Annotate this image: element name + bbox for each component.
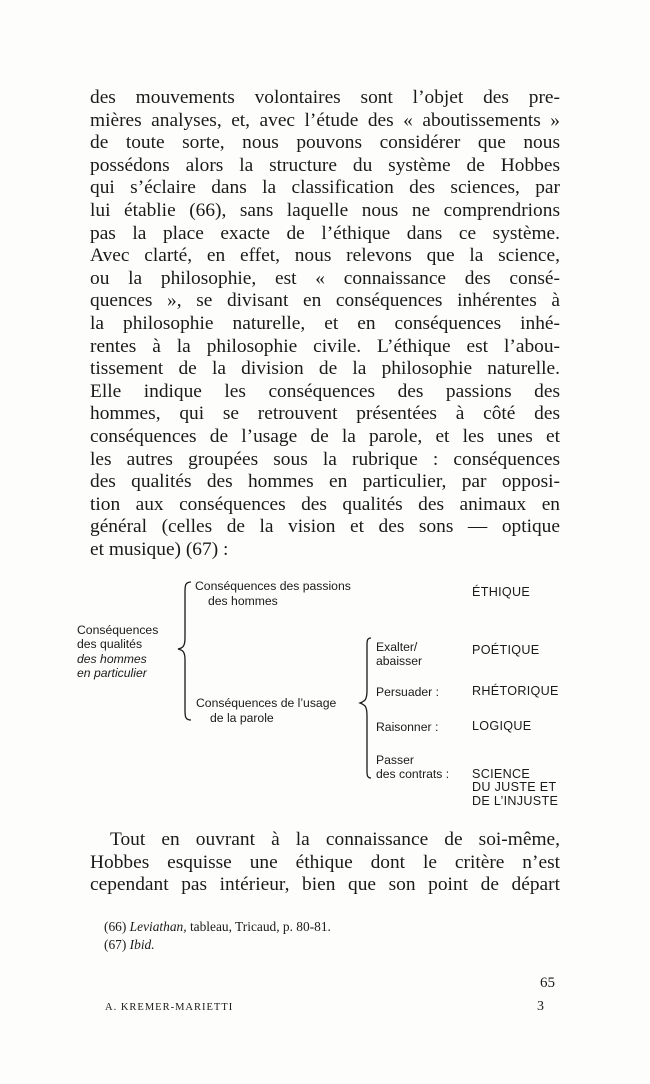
footnote-67 xyxy=(104,936,155,953)
main-paragraph xyxy=(90,87,560,561)
poetique-label: POÉTIQUE xyxy=(472,643,540,657)
raisonner-label: Raisonner : xyxy=(376,720,439,734)
text-line: pas la place exacte de l’éthique dans ce système. xyxy=(90,222,560,244)
text-line: Hobbes esquisse une éthique dont le critère n’est xyxy=(90,851,560,873)
text-line: possédons alors la structure du système de Hobbes xyxy=(90,154,560,176)
usage-label: Conséquences de l’usage xyxy=(196,696,337,710)
root-label-line: Conséquences xyxy=(77,623,159,637)
text-line: mières analyses, et, avec l’étude des « aboutissements » xyxy=(90,109,560,131)
passer-label: des contrats : xyxy=(376,767,450,781)
footnote-title: Leviathan, xyxy=(129,919,187,934)
ethique-label: ÉTHIQUE xyxy=(472,585,531,599)
rhetorique-label: RHÉTORIQUE xyxy=(472,684,559,698)
text-line: la philosophie naturelle, et en conséquences inhé- xyxy=(90,312,560,334)
logique-label: LOGIQUE xyxy=(472,719,532,733)
brace-main xyxy=(178,582,191,720)
footnote-66 xyxy=(104,918,331,935)
signature-number: 3 xyxy=(537,999,544,1014)
text-line: cependant pas intérieur, bien que son point de départ xyxy=(90,874,560,896)
footnote-text: tableau, Tricaud, p. 80-81. xyxy=(189,919,331,934)
page-number: 65 xyxy=(540,975,555,991)
text-line: et musique) (67) : xyxy=(90,538,229,560)
text-line: Avec clarté, en effet, nous relevons que la science, xyxy=(90,245,560,267)
text-line: tion aux conséquences des qualités des animaux en xyxy=(90,493,560,515)
science-label: DE L’INJUSTE xyxy=(472,794,559,808)
exalter-label: abaisser xyxy=(376,654,423,668)
text-line: des mouvements volontaires sont l’objet des pre- xyxy=(90,87,560,108)
text-line: quences », se divisant en conséquences inhérentes à xyxy=(90,290,560,312)
footnote-title: Ibid. xyxy=(129,937,155,952)
text-line: les autres groupées sous la rubrique : conséquences xyxy=(90,448,560,470)
passions-label: des hommes xyxy=(208,594,278,608)
root-label-line: des hommes xyxy=(77,652,147,666)
science-label: SCIENCE xyxy=(472,767,531,781)
text-line: qui s’éclaire dans la classification des sciences, par xyxy=(90,177,560,199)
footnote-number: (67) xyxy=(104,937,127,952)
text-line: Elle indique les conséquences des passions des xyxy=(90,380,560,402)
root-label-line: en particulier xyxy=(77,666,147,680)
text-line: ou la philosophie, est « connaissance des consé- xyxy=(90,267,560,289)
text-line: hommes, qui se retrouvent présentées à côté des xyxy=(90,403,560,425)
text-line: des qualités des hommes en particulier, par opposi- xyxy=(90,471,560,493)
passions-label: Conséquences des passions xyxy=(195,579,351,593)
science-label: DU JUSTE ET xyxy=(472,780,557,794)
text-line: Tout en ouvrant à la connaissance de soi-même, xyxy=(110,829,560,850)
exalter-label: Exalter/ xyxy=(376,640,418,654)
text-line: tissement de la division de la philosophie naturelle. xyxy=(90,358,560,380)
footnote-number: (66) xyxy=(104,919,127,934)
text-line: rentes à la philosophie civile. L’éthique est l’abou- xyxy=(90,335,560,357)
persuader-label: Persuader : xyxy=(376,685,440,699)
usage-label: de la parole xyxy=(210,711,274,725)
continuation-paragraph xyxy=(90,829,560,897)
text-line: conséquences de l’usage de la parole, et les unes et xyxy=(90,425,560,447)
printer-signature: A. KREMER-MARIETTI xyxy=(105,1002,234,1013)
text-line: de toute sorte, nous pouvons considérer que nous xyxy=(90,132,560,154)
root-label-line: des qualités xyxy=(77,637,143,651)
text-line: lui établie (66), sans laquelle nous ne comprendrions xyxy=(90,199,560,221)
brace-usage xyxy=(360,638,371,778)
text-line: général (celles de la vision et des sons — optique xyxy=(90,516,560,538)
passer-label: Passer xyxy=(376,753,414,767)
